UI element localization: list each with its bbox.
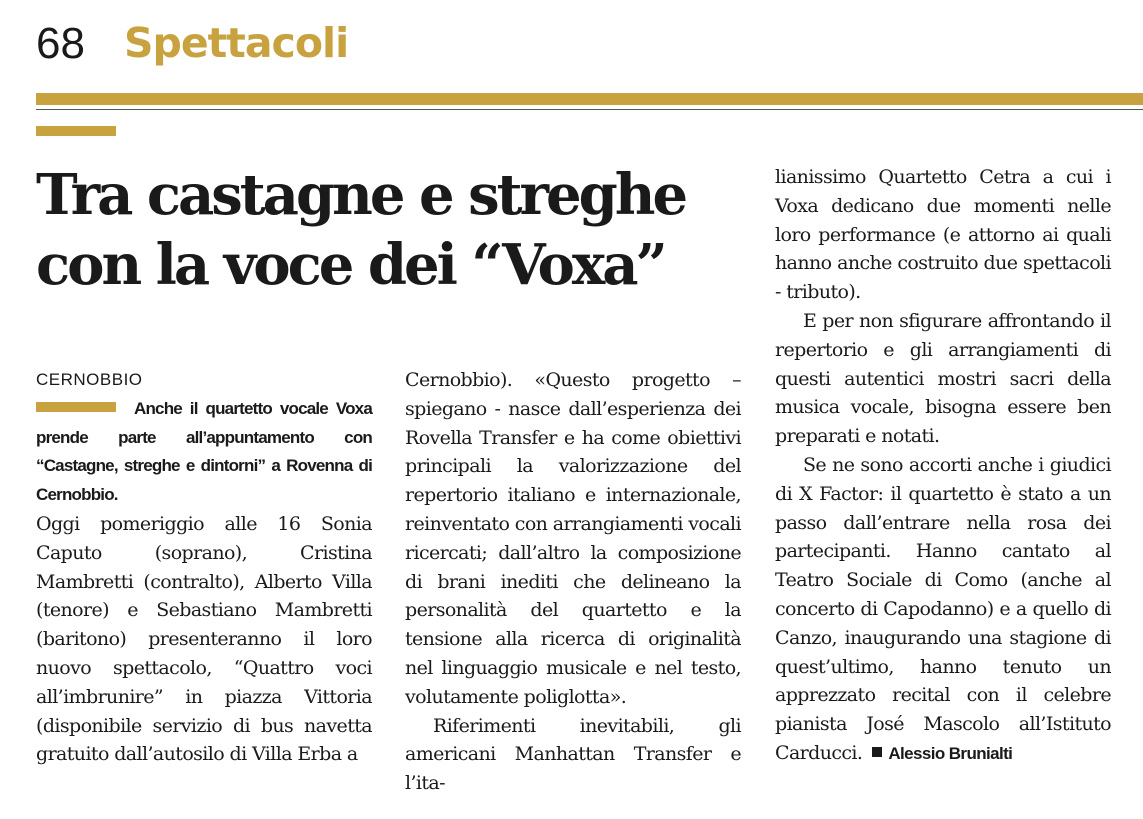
article-column-2: [405, 366, 741, 798]
author-signature: Alessio Brunialti: [888, 743, 1013, 763]
column-3-paragraph-3-text: Se ne sono accorti anche i giudici di X Factor: il quartetto è stato a un passo dall’entrare nella rosa dei partecipanti. Hanno cantato al Teatro Sociale di Como (anche al concerto di Capodanno) e a quello di Canzo, inaugurando una stagione di quest’ultimo, hanno tenuto un apprezzato recital con il celebre pianista José Mascolo all’Istituto Carducci.: [775, 453, 1111, 764]
article-lead: [36, 395, 372, 510]
column-3-paragraph-3: [775, 451, 1111, 769]
column-1-body: Oggi pomeriggio alle 16 Sonia Caputo (soprano), Cristina Mambretti (contralto), Alberto Villa (tenore) e Sebastiano Mambretti (baritono) presenteranno il loro nuovo spettacolo, “Quattro voci all’imbrunire” in piazza Vittoria (disponibile servizio di bus navetta gratuito dall’autosilo di Villa Erba a: [36, 512, 372, 766]
headline-line-2: con la voce dei “Voxa”: [36, 232, 665, 298]
headline-line-1: Tra castagne e streghe: [36, 162, 686, 228]
section-title: Spettacoli: [124, 19, 349, 67]
page-number: 68: [36, 19, 85, 68]
lead-gold-bar: [36, 402, 116, 412]
dateline: CERNOBBIO: [36, 370, 143, 389]
lead-text: Anche il quartetto vocale Voxa prende parte all’appuntamento con “Castagne, streghe e dintorni” a Rovenna di Cernobbio.: [36, 398, 372, 505]
column-2-paragraph-2: Riferimenti inevitabili, gli americani Manhattan Transfer e l’ita-: [405, 714, 741, 795]
article-column-3: [775, 163, 1111, 769]
column-3-paragraph-2: E per non sfigurare affrontando il repertorio e gli arrangiamenti di questi autentici mostri sacri della musica vocale, bisogna essere ben preparati e notati.: [775, 309, 1111, 448]
article-headline: [36, 160, 736, 300]
header-gold-rule: [36, 93, 1143, 105]
column-3-paragraph-1: lianissimo Quartetto Cetra a cui i Voxa dedicano due momenti nelle loro performance (e attorno ai quali hanno anche costruito due spettacoli - tributo).: [775, 166, 1111, 304]
signature-square-icon: [872, 747, 882, 757]
article-column-1: [36, 366, 372, 769]
header-thin-rule: [36, 109, 1143, 110]
column-2-paragraph-1: Cernobbio). «Questo progetto – spiegano - nasce dall’esperienza dei Rovella Transfer e ha come obiettivi principali la valorizzazione del repertorio italiano e internazionale, reinventato con arrangiamenti vocali ricercati; dall’altro la composizione di brani inediti che delineano la personalità del quartetto e la tensione alla ricerca di originalità nel linguaggio musicale e nel testo, volutamente poliglotta».: [405, 369, 741, 708]
headline-kicker-bar: [36, 126, 116, 136]
